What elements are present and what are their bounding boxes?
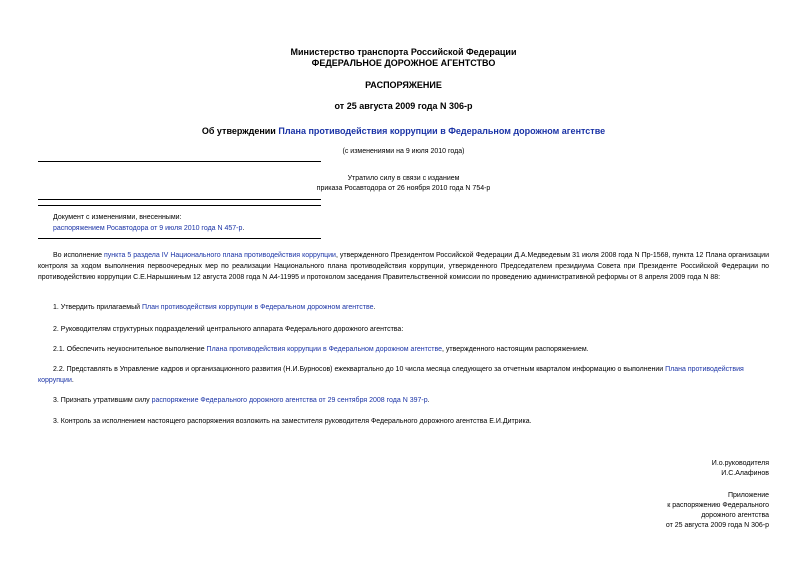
signature-role: И.о.руководителя xyxy=(711,460,769,467)
ministry-name: Министерство транспорта Российской Федерации xyxy=(290,47,517,57)
plan-link[interactable]: Плана противодействия коррупции xyxy=(38,366,744,384)
document-date: от 25 августа 2009 года N 306-р xyxy=(334,101,473,111)
divider-line xyxy=(38,161,321,162)
item-2-2: 2.2. Представлять в Управление кадров и организационного развития (Н.И.Бурносов) ежеквартально до 10 числа месяца следующего за отчетным кварталом информацию о выполнении Плана противодействия коррупции. xyxy=(38,366,744,384)
agency-name: ФЕДЕРАЛЬНОЕ ДОРОЖНОЕ АГЕНТСТВО xyxy=(311,58,496,68)
changes-order-link[interactable]: распоряжением Росавтодора от 9 июля 2010 года N 457-р xyxy=(53,225,243,232)
amendments-note: (с изменениями на 9 июля 2010 года) xyxy=(342,148,465,155)
item-1: 1. Утвердить прилагаемый План противодействия коррупции в Федеральном дорожном агентстве. xyxy=(53,304,376,311)
appendix-line-1: Приложение xyxy=(727,492,769,499)
document-type: РАСПОРЯЖЕНИЕ xyxy=(365,80,442,90)
repealed-order-link[interactable]: распоряжение Федерального дорожного агентства от 29 сентября 2008 года N 397-р xyxy=(151,397,428,404)
changes-label: Документ с изменениями, внесенными: xyxy=(53,214,182,221)
title-prefix: Об утверждении xyxy=(201,126,279,136)
item-3: 3. Признать утратившим силу распоряжение Федерального дорожного агентства от 29 сентября 2008 года N 397-р. xyxy=(53,397,430,404)
plan-link[interactable]: Плана противодействия коррупции в Федеральном дорожном агентстве xyxy=(206,346,442,353)
item-3-control: 3. Контроль за исполнением настоящего распоряжения возложить на заместителя руководителя Федерального дорожного агентства Е.И.Дитрика. xyxy=(53,418,532,425)
appendix-line-3: дорожного агентства xyxy=(701,512,769,519)
title-plan-link[interactable]: Плана противодействия коррупции в Федеральном дорожном агентстве xyxy=(278,126,606,136)
national-plan-link[interactable]: пункта 5 раздела IV Национального плана противодействия коррупции xyxy=(104,252,336,259)
expired-line-1: Утратило силу в связи с изданием xyxy=(347,175,460,182)
divider-line xyxy=(38,205,321,206)
item-2-1: 2.1. Обеспечить неукоснительное выполнение Плана противодействия коррупции в Федеральном дорожном агентстве, утвержденного настоящим распоряжением. xyxy=(53,346,589,353)
intro-paragraph: Во исполнение пункта 5 раздела IV Национального плана противодействия коррупции, утвержденного Президентом Российской Федерации Д.А.Медведевым 31 июля 2008 года N Пр-1568, пункта 12 Плана организации контроля за ходом выполнения первоочередных мер по реализации Национального плана противодействия коррупции, утвержденного Председателем президиума Совета при Президенте Российской Федерации по противодействию коррупции С.Е.Нарышкиным 12 августа 2008 года N А4-11995 и протоколом заседания Правительственной комиссии по проведению административной реформы от 8 апреля 2009 года N 88: xyxy=(38,252,769,281)
divider-line xyxy=(38,199,321,200)
expired-line-2: приказа Росавтодора от 26 ноября 2010 года N 754-р xyxy=(316,185,491,192)
appendix-line-2: к распоряжению Федерального xyxy=(667,502,769,509)
plan-link[interactable]: План противодействия коррупции в Федеральном дорожном агентстве xyxy=(141,304,374,311)
appendix-line-4: от 25 августа 2009 года N 306-р xyxy=(665,522,769,529)
item-2: 2. Руководителям структурных подразделений центрального аппарата Федерального дорожного агентства: xyxy=(53,326,404,333)
signature-name: И.С.Алафинов xyxy=(721,470,769,477)
document-title xyxy=(0,126,807,136)
divider-line xyxy=(38,238,321,239)
changes-reference: распоряжением Росавтодора от 9 июля 2010 года N 457-р. xyxy=(53,225,245,232)
